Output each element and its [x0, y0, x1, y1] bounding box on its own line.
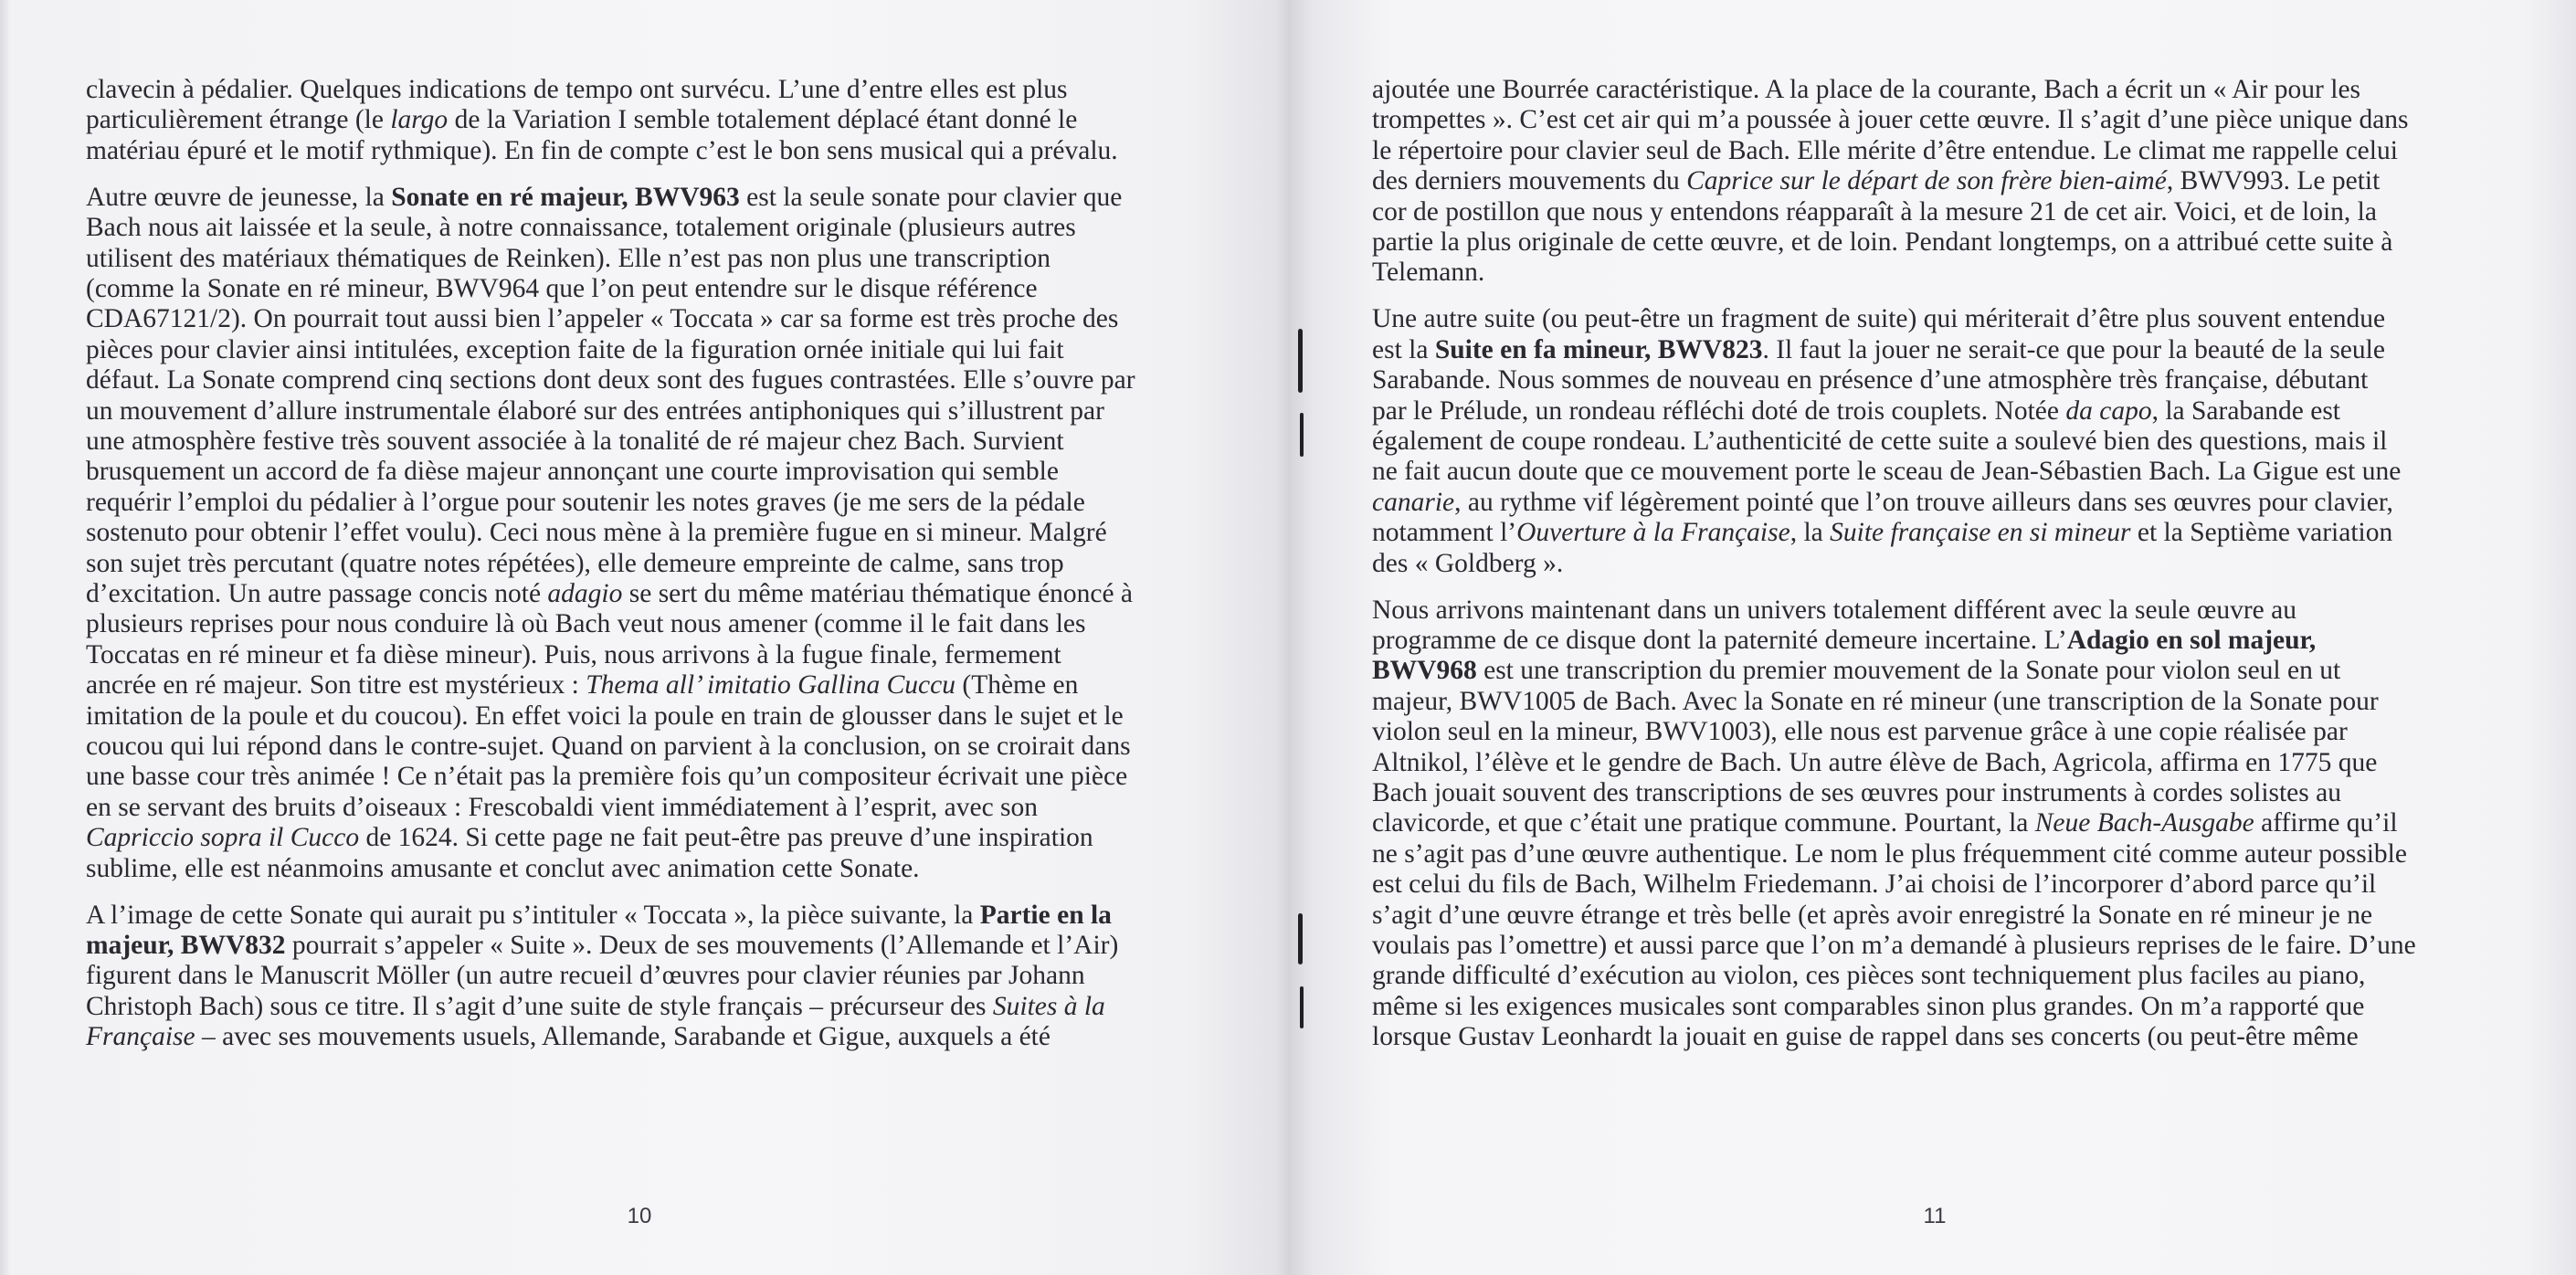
text-run: , la — [1789, 518, 1831, 548]
text-run: est la seule sonate pour clavier que — [739, 182, 1123, 212]
text-run: de 1624. Si cette page ne fait peut-être pas preuve d’une inspiration — [359, 823, 1093, 853]
text-line — [86, 274, 1209, 304]
text-line — [86, 427, 1209, 457]
text-run: est la — [1372, 334, 1435, 364]
paragraph — [1372, 75, 2505, 289]
text-line — [86, 549, 1209, 579]
bold-title: majeur, BWV832 — [86, 930, 286, 960]
text-run: lorsque Gustav Leonhardt la jouait en guise de rappel dans ses concerts (ou peut-être même — [1372, 1022, 2359, 1052]
text-line — [1372, 75, 2505, 105]
text-run: ne fait aucun doute que ce mouvement porte le sceau de Jean-Sébastien Bach. La Gigue est une — [1372, 457, 2402, 487]
text-line — [86, 304, 1209, 334]
text-line — [1372, 595, 2505, 626]
text-line — [1372, 656, 2505, 686]
text-line — [1372, 778, 2505, 808]
text-run: (Thème en — [955, 670, 1079, 701]
text-run: est une transcription du premier mouvement de la Sonate pour violon seul en ut — [1476, 656, 2341, 686]
text-line — [86, 518, 1209, 548]
text-run: imitation de la poule et du coucou). En effet voici la poule en train de glousser dans le sujet et le — [86, 701, 1124, 731]
text-line — [1372, 457, 2505, 487]
text-run: également de coupe rondeau. L’authenticité de cette suite a soulevé bien des questions, mais il — [1372, 426, 2388, 456]
text-run: Bach nous ait laissée et la seule, à notre connaissance, totalement originale (plusieurs autres — [86, 213, 1076, 243]
text-run: – avec ses mouvements usuels, Allemande, Sarabande et Gigue, auxquels a été — [195, 1022, 1050, 1052]
italic-text: Ouverture à la Française — [1516, 518, 1790, 548]
left-page-text — [86, 75, 1209, 1069]
text-line — [1372, 335, 2505, 365]
text-run: , au rythme vif légèrement pointé que l’on trouve ailleurs dans ses œuvres pour clavier, — [1454, 487, 2393, 517]
text-run: clavecin à pédalier. Quelques indications de tempo ont survécu. L’une d’entre elles est plus — [86, 75, 1068, 104]
text-run: en se servant des bruits d’oiseaux : Frescobaldi vient immédiatement à l’esprit, avec son — [86, 792, 1039, 822]
bold-title: Partie en la — [979, 900, 1112, 930]
binding-staple — [1298, 329, 1303, 393]
text-run: ne s’agit pas d’une œuvre authentique. Le nom le plus fréquemment cité comme auteur possible — [1372, 838, 2407, 869]
text-line — [1372, 748, 2505, 778]
text-run: Nous arrivons maintenant dans un univers totalement différent avec la seule œuvre au — [1372, 595, 2296, 625]
right-page — [1288, 0, 2576, 1275]
paragraph — [86, 183, 1209, 884]
text-run: Telemann. — [1372, 258, 1485, 288]
text-line — [1372, 365, 2505, 395]
paragraph — [86, 901, 1209, 1053]
text-line — [1372, 839, 2505, 869]
paragraph — [86, 75, 1209, 166]
text-line — [86, 75, 1209, 105]
text-run: sublime, elle est néanmoins amusante et conclut avec animation cette Sonate. — [86, 853, 920, 883]
text-line — [86, 335, 1209, 365]
paragraph — [1372, 595, 2505, 1053]
bold-title: Suite en fa mineur, BWV823 — [1434, 334, 1763, 364]
text-line — [86, 1022, 1209, 1052]
italic-text: Capriccio sopra il Cucco — [86, 823, 360, 853]
italic-text: Française — [86, 1022, 195, 1052]
text-run: programme de ce disque dont la paternité demeure incertaine. L’ — [1372, 625, 2067, 655]
text-line — [86, 670, 1209, 701]
text-line — [86, 457, 1209, 487]
text-run: ajoutée une Bourrée caractéristique. A la place de la courante, Bach a écrit un « Air pour les — [1372, 75, 2361, 104]
text-run: pourrait s’appeler « Suite ». Deux de ses mouvements (l’Allemande et l’Air) — [285, 930, 1119, 960]
text-line — [86, 365, 1209, 395]
italic-text: adagio — [547, 579, 623, 608]
text-run: Christoph Bach) sous ce titre. Il s’agit d’une suite de style français – précurseur des — [86, 991, 993, 1021]
text-run: A l’image de cette Sonate qui aurait pu s’intituler « Toccata », la pièce suivante, la — [86, 900, 980, 930]
text-run: un mouvement d’allure instrumentale élaboré sur des entrées antiphoniques qui s’illustrent par — [86, 395, 1104, 426]
text-run: des derniers mouvements du — [1372, 166, 1687, 196]
text-line — [1372, 1022, 2505, 1052]
text-line — [86, 701, 1209, 732]
text-run: coucou qui lui répond dans le contre-sujet. Quand on parvient à la conclusion, on se croirait dans — [86, 732, 1131, 762]
text-run: affirme qu’il — [2254, 808, 2398, 838]
italic-text: da capo — [2065, 395, 2152, 426]
text-run: majeur, BWV1005 de Bach. Avec la Sonate en ré mineur (une transcription de la Sonate pour — [1372, 686, 2379, 716]
text-run: son sujet très percutant (quatre notes répétées), elle demeure empreinte de calme, sans trop — [86, 548, 1064, 578]
text-run: Altnikol, l’élève et le gendre de Bach. Un autre élève de Bach, Agricola, affirma en 1775 que — [1372, 747, 2378, 777]
text-line — [1372, 626, 2505, 656]
italic-text: largo — [390, 105, 449, 135]
text-run: de la Variation I semble totalement déplacé étant donné le — [448, 105, 1078, 135]
text-run: figurent dans le Manuscrit Möller (un autre recueil d’œuvres pour clavier réunies par Johann — [86, 961, 1085, 991]
text-line — [1372, 518, 2505, 548]
text-run: Autre œuvre de jeunesse, la — [86, 182, 392, 212]
text-line — [86, 105, 1209, 135]
text-run: défaut. La Sonate comprend cinq sections dont deux sont des fugues contrastées. Elle s’ouvre par — [86, 365, 1135, 395]
text-line — [1372, 166, 2505, 196]
text-run: notamment l’ — [1372, 518, 1517, 548]
text-line — [1372, 869, 2505, 900]
text-run: particulièrement étrange (le — [86, 105, 391, 135]
text-line — [86, 901, 1209, 931]
text-run: (comme la Sonate en ré mineur, BWV964 que l’on peut entendre sur le disque référence — [86, 273, 1038, 303]
text-run: une basse cour très animée ! Ce n’était pas la première fois qu’un compositeur écrivait une pièce — [86, 762, 1128, 792]
text-line — [86, 488, 1209, 518]
right-page-number: 11 — [1923, 1204, 1947, 1228]
text-line — [1372, 427, 2505, 457]
text-run: Toccatas en ré mineur et fa dièse mineur). Puis, nous arrivons à la fugue finale, fermement — [86, 639, 1061, 669]
text-run: pièces pour clavier ainsi intitulées, exception faite de la figuration ornée initiale qui lui fait — [86, 334, 1064, 364]
binding-staple — [1300, 413, 1304, 457]
text-run: partie la plus originale de cette œuvre, et de loin. Pendant longtemps, on a attribué cette suite à — [1372, 227, 2393, 258]
text-run: est celui du fils de Bach, Wilhelm Friedemann. J’ai choisi de l’incorporer d’abord parce qu’il — [1372, 869, 2377, 900]
text-run: Une autre suite (ou peut-être un fragment de suite) qui mériterait d’être plus souvent entendue — [1372, 304, 2386, 334]
text-line — [1372, 901, 2505, 931]
binding-staple — [1298, 913, 1303, 964]
text-run: requérir l’emploi du pédalier à l’orgue pour soutenir les notes graves (je me sers de la pédale — [86, 487, 1085, 517]
text-run: et la Septième variation — [2130, 518, 2393, 548]
text-line — [86, 931, 1209, 961]
binding-staple — [1300, 986, 1304, 1028]
italic-text: Thema all’ imitatio Gallina Cuccu — [586, 670, 955, 701]
text-run: même si les exigences musicales sont comparables sinon plus grandes. On m’a rapporté que — [1372, 991, 2365, 1021]
italic-text: Caprice sur le départ de son frère bien-aimé — [1686, 166, 2167, 196]
text-line — [86, 396, 1209, 427]
left-page-number: 10 — [627, 1204, 652, 1228]
text-run: d’excitation. Un autre passage concis noté — [86, 579, 548, 608]
text-line — [86, 213, 1209, 243]
text-line — [1372, 197, 2505, 227]
italic-text: Neue Bach-Ausgabe — [2034, 808, 2254, 838]
text-line — [86, 762, 1209, 792]
text-line — [86, 183, 1209, 213]
text-line — [1372, 105, 2505, 135]
text-run: clavicorde, et que c’était une pratique commune. Pourtant, la — [1372, 808, 2035, 838]
text-run: brusquement un accord de fa dièse majeur annonçant une courte improvisation qui semble — [86, 457, 1059, 487]
text-run: ancrée en ré majeur. Son titre est mystérieux : — [86, 670, 586, 701]
text-run: des « Goldberg ». — [1372, 548, 1564, 578]
text-run: par le Prélude, un rondeau réfléchi doté de trois couplets. Notée — [1372, 395, 2066, 426]
text-run: une atmosphère festive très souvent associée à la tonalité de ré majeur chez Bach. Survient — [86, 426, 1064, 456]
text-run: le répertoire pour clavier seul de Bach. Elle mérite d’être entendue. Le climat me rappelle celui — [1372, 135, 2398, 165]
text-line — [86, 732, 1209, 762]
text-run: voulais pas l’omettre) et aussi parce que l’on m’a demandé à plusieurs reprises de le faire. D’une — [1372, 930, 2416, 960]
text-run: . Il faut la jouer ne serait-ce que pour la beauté de la seule — [1762, 334, 2385, 364]
text-run: grande difficulté d’exécution au violon, ces pièces sont techniquement plus faciles au piano, — [1372, 961, 2366, 991]
text-line — [86, 823, 1209, 853]
right-page-text — [1372, 75, 2505, 1069]
text-run: CDA67121/2). On pourrait tout aussi bien l’appeler « Toccata » car sa forme est très proche des — [86, 304, 1119, 334]
text-line — [86, 244, 1209, 274]
text-line — [1372, 488, 2505, 518]
text-run: s’agit d’une œuvre étrange et très belle (et après avoir enregistré la Sonate en ré mineur je ne — [1372, 900, 2373, 930]
text-line — [1372, 808, 2505, 838]
text-run: matériau épuré et le motif rythmique). En fin de compte c’est le bon sens musical qui a prévalu. — [86, 135, 1118, 165]
text-line — [86, 579, 1209, 609]
text-line — [1372, 227, 2505, 258]
paragraph — [1372, 304, 2505, 579]
text-line — [1372, 258, 2505, 288]
text-line — [86, 640, 1209, 670]
italic-text: canarie — [1372, 487, 1455, 517]
text-run: Sarabande. Nous sommes de nouveau en présence d’une atmosphère très française, débutant — [1372, 365, 2369, 395]
text-run: Bach jouait souvent des transcriptions de ses œuvres pour instruments à cordes solistes au — [1372, 777, 2341, 807]
italic-text: Suite française en si mineur — [1830, 518, 2131, 548]
bold-title: BWV968 — [1372, 656, 1477, 686]
text-line — [86, 854, 1209, 884]
text-run: , BWV993. Le petit — [2166, 166, 2381, 196]
text-line — [86, 609, 1209, 639]
text-line — [1372, 961, 2505, 991]
text-line — [86, 793, 1209, 823]
text-line — [1372, 717, 2505, 747]
text-run: sostenuto pour obtenir l’effet voulu). Ceci nous mène à la première fugue en si mineur. Malgré — [86, 518, 1107, 548]
italic-text: Suites à la — [992, 991, 1105, 1021]
text-line — [86, 961, 1209, 991]
text-run: trompettes ». C’est cet air qui m’a poussée à jouer cette œuvre. Il s’agit d’une pièce unique dans — [1372, 105, 2409, 135]
text-run: plusieurs reprises pour nous conduire là où Bach veut nous amener (comme il le fait dans les — [86, 609, 1086, 639]
text-run: se sert du même matériau thématique énoncé à — [622, 579, 1134, 608]
text-line — [1372, 396, 2505, 427]
bold-title: Adagio en sol majeur, — [2066, 625, 2317, 655]
text-line — [1372, 304, 2505, 334]
text-run: utilisent des matériaux thématiques de Reinken). Elle n’est pas non plus une transcription — [86, 243, 1051, 273]
text-line — [86, 992, 1209, 1022]
text-run: violon seul en la mineur, BWV1003), elle nous est parvenue grâce à une copie réalisée par — [1372, 717, 2348, 747]
text-line — [1372, 549, 2505, 579]
bold-title: Sonate en ré majeur, BWV963 — [391, 182, 740, 212]
text-run: cor de postillon que nous y entendons réapparaît à la mesure 21 de cet air. Voici, et de loin, la — [1372, 196, 2377, 227]
text-line — [1372, 931, 2505, 961]
text-line — [86, 136, 1209, 166]
text-line — [1372, 687, 2505, 717]
text-line — [1372, 136, 2505, 166]
text-line — [1372, 992, 2505, 1022]
text-run: , la Sarabande est — [2151, 395, 2340, 426]
